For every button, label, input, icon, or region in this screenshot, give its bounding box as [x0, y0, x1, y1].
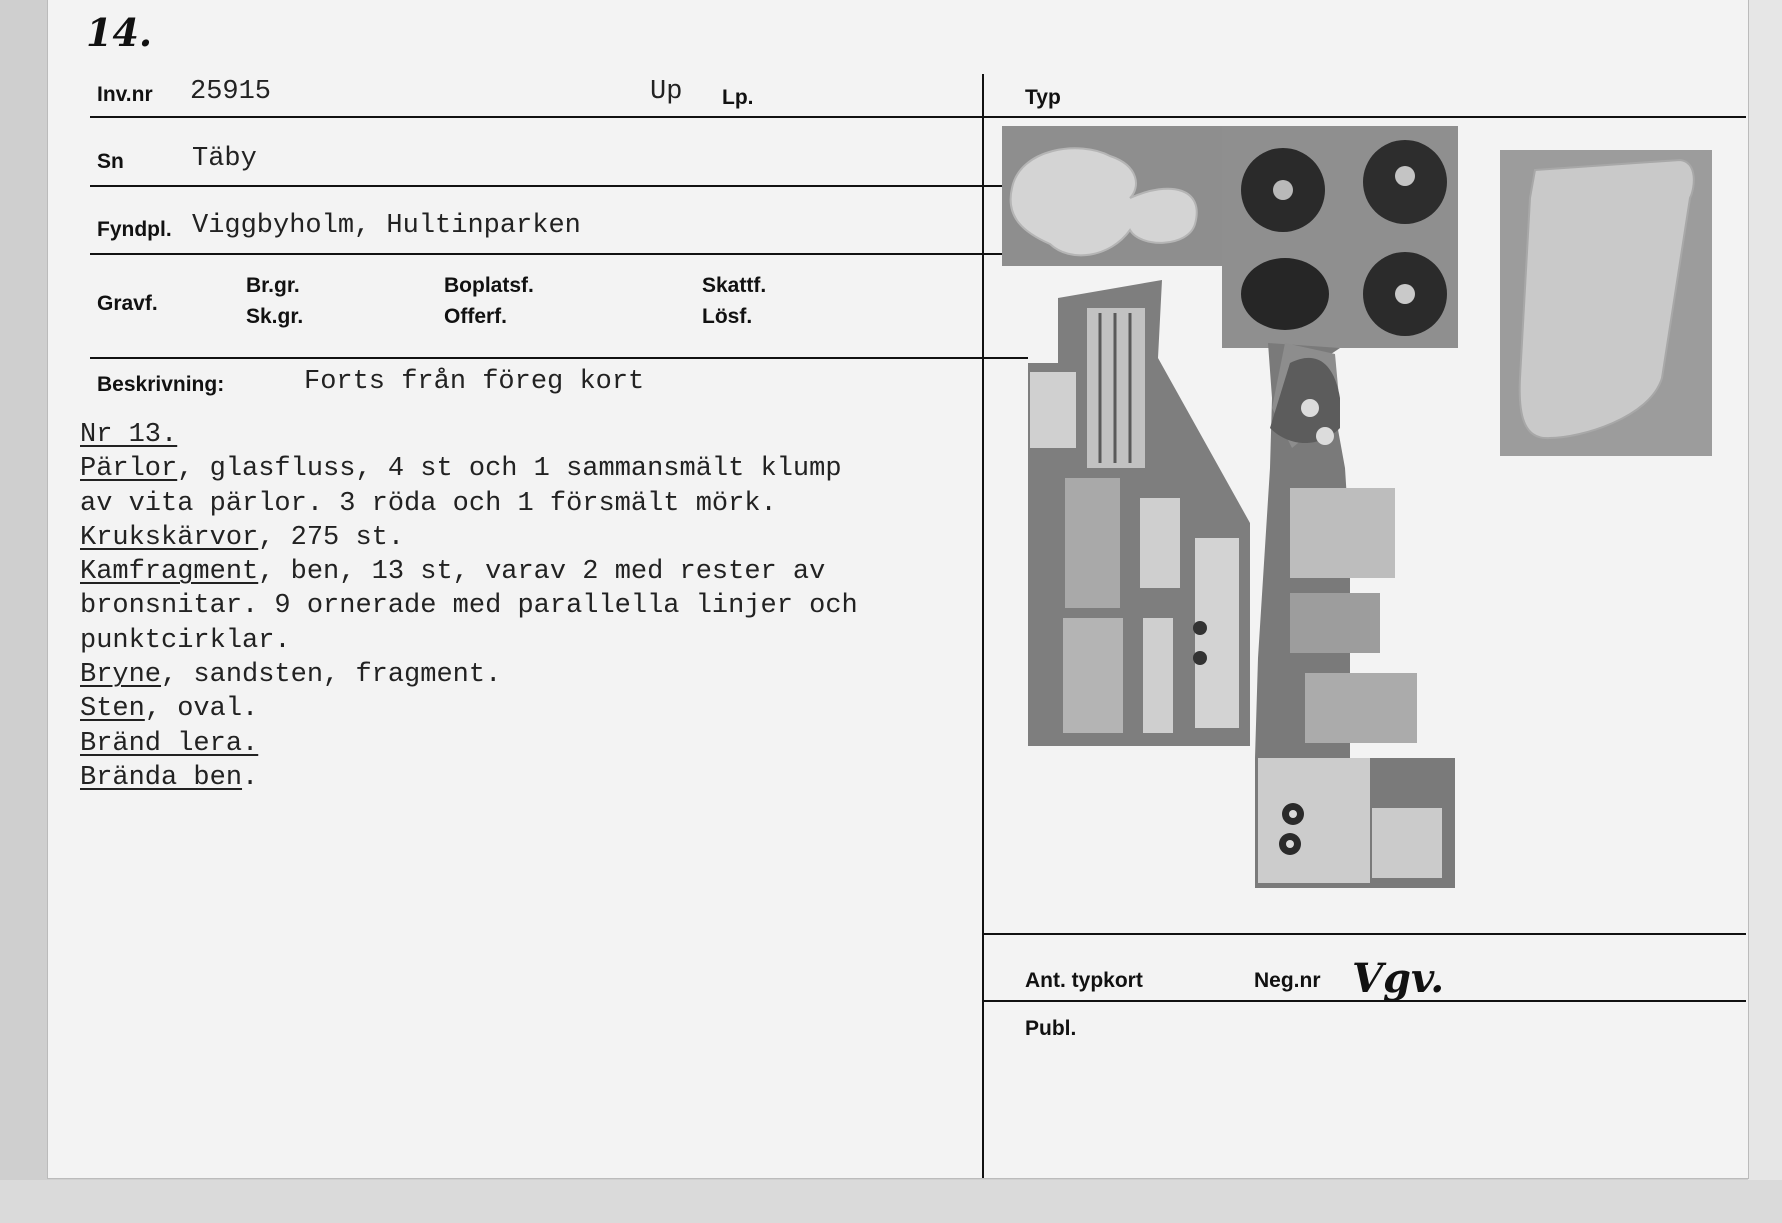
description-line: [80, 452, 980, 486]
skgr-label: Sk.gr.: [246, 305, 304, 328]
description-line: [80, 418, 980, 452]
card-number: 14.: [86, 10, 153, 55]
skattf-label: Skattf.: [702, 274, 767, 297]
inv-value: 25915: [190, 77, 272, 107]
boplatsf-label: Boplatsf.: [444, 274, 534, 297]
item-name: Bränd lera.: [80, 728, 259, 759]
item-name: Brända ben: [80, 762, 243, 793]
item-detail: , 275 st.: [258, 522, 405, 553]
description-line: [80, 624, 980, 658]
whetstone-photo: [1500, 150, 1712, 456]
sn-label: Sn: [97, 150, 124, 173]
beskrivning-value: Forts från föreg kort: [304, 367, 645, 397]
item-name: Kamfragment: [80, 557, 259, 588]
item-detail: bronsnitar. 9 ornerade med parallella linjer och: [80, 591, 858, 622]
rule-sn: [90, 185, 1028, 187]
sn-value: Täby: [192, 144, 257, 174]
finds-photograph: [990, 118, 1772, 918]
province-value: Up: [650, 77, 683, 107]
description-list: [80, 418, 980, 795]
comb-fragments-photo: [1028, 280, 1250, 746]
item-detail: , glasfluss, 4 st och 1 sammansmält klump: [177, 454, 842, 485]
item-name: Pärlor: [80, 454, 178, 485]
rule-inv: [90, 116, 1028, 118]
item-detail: , sandsten, fragment.: [161, 660, 502, 691]
negnr-label: Neg.nr: [1254, 969, 1321, 992]
description-line: [80, 692, 980, 726]
column-divider: [982, 74, 984, 1178]
inv-label: Inv.nr: [97, 83, 153, 106]
negnr-value: Vgv.: [1352, 955, 1445, 1002]
item-name: Bryne: [80, 660, 162, 691]
item-detail: .: [242, 762, 259, 793]
item-detail: punktcirklar.: [80, 625, 291, 656]
fyndpl-label: Fyndpl.: [97, 218, 172, 241]
brgr-label: Br.gr.: [246, 274, 300, 297]
description-line: [80, 761, 980, 795]
gravf-label: Gravf.: [97, 292, 158, 315]
fyndpl-value: Viggbyholm, Hultinparken: [192, 211, 581, 241]
typ-label: Typ: [1025, 86, 1061, 109]
description-line: [80, 487, 980, 521]
rule-photo-bottom: [984, 933, 1746, 935]
item-name: Krukskärvor: [80, 522, 259, 553]
beskrivning-label: Beskrivning:: [97, 373, 225, 396]
item-detail: , ben, 13 st, varav 2 med rester av: [258, 557, 826, 588]
description-line: [80, 555, 980, 589]
rule-gravf: [90, 357, 1028, 359]
lp-label: Lp.: [722, 86, 754, 109]
background-strip-bottom: [0, 1180, 1782, 1223]
description-line: [80, 521, 980, 555]
description-line: [80, 589, 980, 623]
item-detail: , oval.: [144, 694, 259, 725]
item-name: Nr 13.: [80, 420, 178, 450]
offerf-label: Offerf.: [444, 305, 507, 328]
description-line: [80, 727, 980, 761]
ornamented-fragments-photo: [1255, 343, 1455, 888]
rule-fyndpl: [90, 253, 1028, 255]
losf-label: Lösf.: [702, 305, 753, 328]
publ-label: Publ.: [1025, 1017, 1077, 1040]
item-name: Sten: [80, 694, 145, 725]
ant-typkort-label: Ant. typkort: [1025, 969, 1143, 992]
item-detail: av vita pärlor. 3 röda och 1 försmält mörk.: [80, 488, 777, 519]
description-line: [80, 658, 980, 692]
